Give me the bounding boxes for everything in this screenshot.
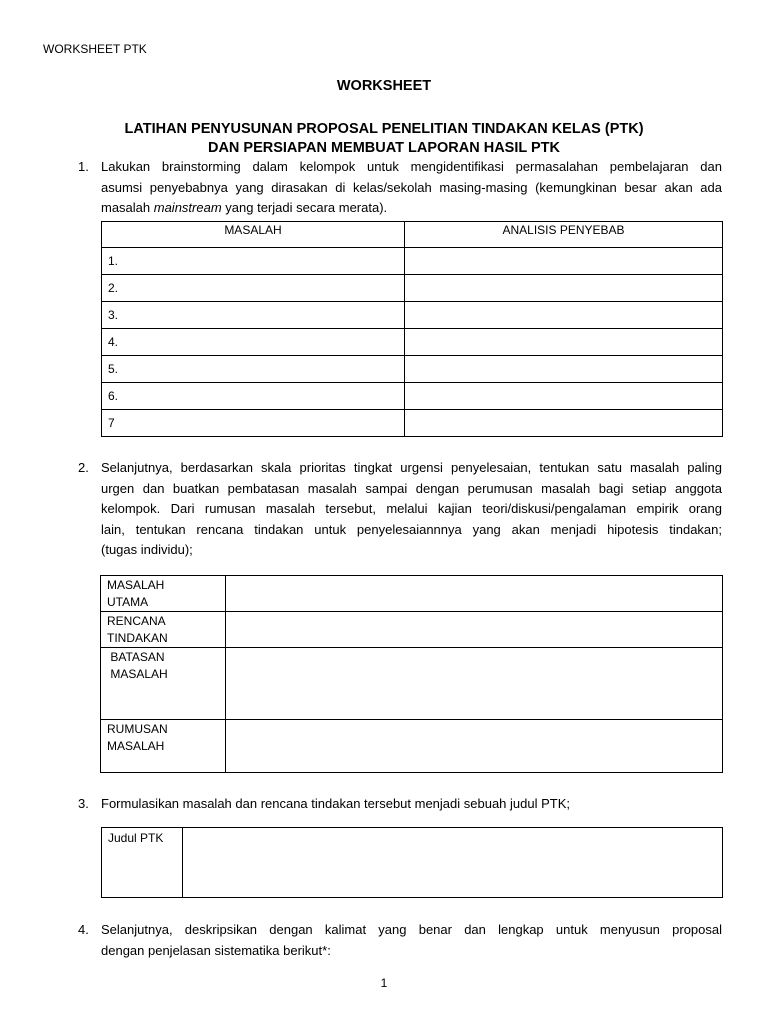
item-3-text: Formulasikan masalah dan rencana tindakan tersebut menjadi sebuah judul PTK; — [101, 796, 570, 811]
item-4-line-2: dengan penjelasan sistematika berikut*: — [101, 942, 331, 958]
table-header-row — [102, 222, 723, 248]
item-2-text — [101, 458, 722, 561]
subtitle-line-1: LATIHAN PENYUSUNAN PROPOSAL PENELITIAN TINDAKAN KELAS (PTK) — [124, 121, 644, 137]
table-row — [102, 302, 723, 329]
subtitle-line-2: DAN PERSIAPAN MEMBUAT LAPORAN HASIL PTK — [207, 140, 561, 156]
page-header: WORKSHEET PTK — [43, 42, 147, 56]
item-1-line-1: Lakukan brainstorming dalam kelompok untuk mengidentifikasi permasalahan pembelajaran dan — [101, 159, 722, 174]
item-2-line-1: Selanjutnya, berdasarkan skala prioritas tingkat urgensi penyelesaian, tentukan satu masalah paling — [101, 460, 722, 475]
item-2-line-2: urgen dan buatkan pembatasan masalah sampai dengan perumusan masalah bagi setiap anggota — [101, 480, 722, 496]
item-1-italic-word: mainstream — [153, 200, 222, 215]
item-1-text — [101, 157, 722, 219]
row-cell-input[interactable] — [405, 248, 723, 275]
row-number: 2. — [102, 275, 405, 302]
table-row — [102, 275, 723, 302]
item-2-line-4: lain, tentukan rencana tindakan untuk penyelesaiannnya yang akan menjadi hipotesis tindakan; — [101, 521, 722, 537]
row-cell-input[interactable] — [405, 329, 723, 356]
label-rencana-tindakan — [101, 612, 226, 648]
row-cell-input[interactable] — [405, 275, 723, 302]
masalah-utama-table — [100, 575, 723, 773]
row-number: 1. — [102, 248, 405, 275]
item-2-line-5: (tugas individu); — [101, 542, 193, 557]
row-number: 7 — [102, 410, 405, 437]
label-line: TINDAKAN — [107, 631, 168, 645]
document-title: WORKSHEET — [336, 78, 432, 94]
label-masalah-utama — [101, 576, 226, 612]
table-row — [101, 576, 723, 612]
item-2-line-3: kelompok. Dari rumusan masalah tersebut, melalui kajian teori/diskusi/pengalaman empirik orang — [101, 501, 722, 516]
item-4-number: 4. — [78, 922, 89, 937]
label-rumusan-masalah — [101, 720, 226, 773]
judul-ptk-input[interactable] — [183, 828, 723, 898]
label-line: MASALAH — [107, 739, 165, 753]
masalah-utama-input[interactable] — [226, 576, 723, 612]
masalah-table — [101, 221, 723, 437]
table-row — [101, 648, 723, 720]
item-1-line-3-end: yang terjadi secara merata). — [221, 200, 388, 215]
judul-ptk-table — [101, 827, 723, 898]
row-cell-input[interactable] — [405, 410, 723, 437]
item-2-number: 2. — [78, 460, 89, 475]
row-number: 4. — [102, 329, 405, 356]
table-row — [102, 410, 723, 437]
label-line: MASALAH — [107, 578, 165, 592]
header-masalah: MASALAH — [102, 222, 405, 248]
item-4-text — [101, 920, 722, 961]
rumusan-masalah-input[interactable] — [226, 720, 723, 773]
batasan-masalah-input[interactable] — [226, 648, 723, 720]
item-1-line-3 — [101, 198, 722, 219]
label-line: UTAMA — [107, 595, 149, 609]
rencana-tindakan-input[interactable] — [226, 612, 723, 648]
table-row — [102, 248, 723, 275]
row-number: 6. — [102, 383, 405, 410]
table-row — [101, 720, 723, 773]
item-1-number: 1. — [78, 159, 89, 174]
label-line: RUMUSAN — [107, 722, 168, 736]
row-number: 5. — [102, 356, 405, 383]
item-1-line-3-start: masalah — [101, 200, 154, 215]
header-analisis-penyebab: ANALISIS PENYEBAB — [405, 222, 723, 248]
row-cell-input[interactable] — [405, 383, 723, 410]
table-row — [102, 329, 723, 356]
page-number: 1 — [380, 976, 388, 990]
table-row — [102, 356, 723, 383]
item-1-line-2: asumsi penyebabnya yang dirasakan di kelas/sekolah masing-masing (kemungkinan besar akan ada — [101, 179, 722, 195]
label-batasan-masalah — [101, 648, 226, 720]
item-3-number: 3. — [78, 796, 89, 811]
document-subtitle — [0, 120, 768, 158]
label-line: RENCANA — [107, 614, 166, 628]
row-cell-input[interactable] — [405, 356, 723, 383]
label-line: MASALAH — [107, 667, 168, 681]
label-judul-ptk: Judul PTK — [102, 828, 183, 898]
table-row — [101, 612, 723, 648]
row-number: 3. — [102, 302, 405, 329]
table-row — [102, 383, 723, 410]
row-cell-input[interactable] — [405, 302, 723, 329]
item-4-line-1: Selanjutnya, deskripsikan dengan kalimat yang benar dan lengkap untuk menyusun proposal — [101, 922, 722, 937]
label-line: BATASAN — [107, 650, 165, 664]
table-row — [102, 828, 723, 898]
